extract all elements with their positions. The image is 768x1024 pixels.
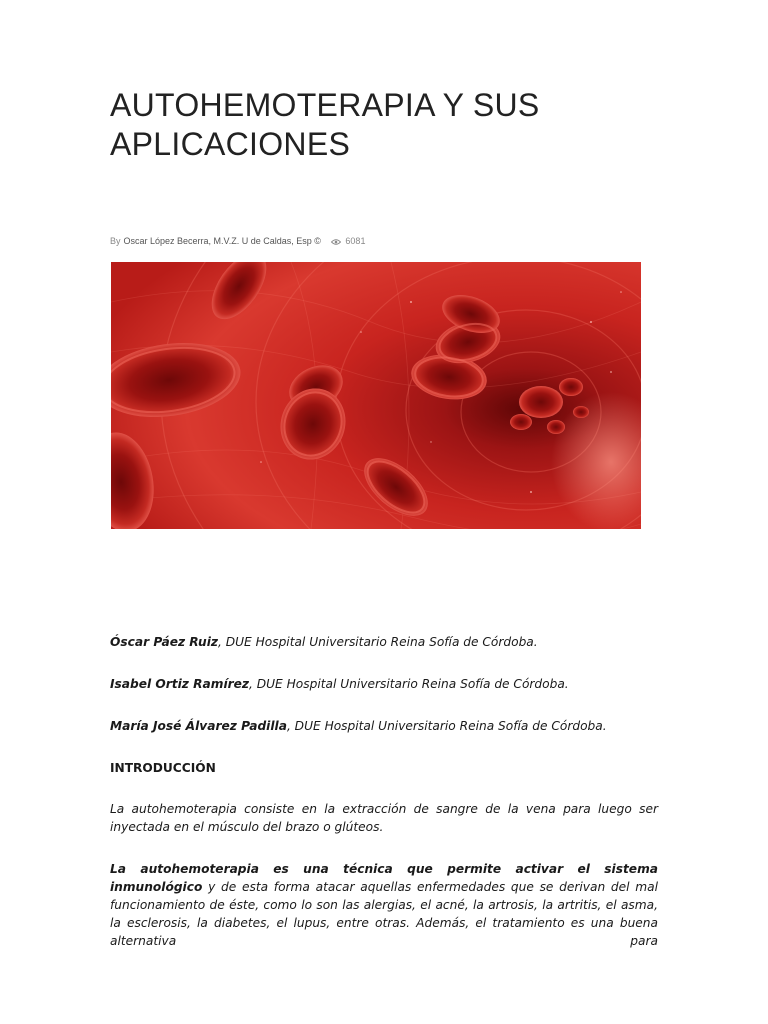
- intro-paragraph-2: [110, 860, 658, 950]
- section-heading-introduccion: INTRODUCCIÓN: [110, 761, 216, 775]
- article-byline: [110, 236, 365, 246]
- author-3: [110, 717, 658, 735]
- view-count: 6081: [345, 236, 366, 246]
- byline-by: By: [110, 236, 121, 246]
- intro-paragraph-2-bold: La autohemoterapia es una técnica que permite activar el sistema inmunológico: [110, 862, 658, 894]
- author-name: Isabel Ortiz Ramírez: [110, 677, 249, 691]
- author-name: Óscar Páez Ruiz: [110, 635, 218, 649]
- author-2: [110, 675, 658, 693]
- eye-icon: [331, 239, 341, 245]
- blood-cells-illustration: [111, 262, 641, 529]
- author-affiliation: , DUE Hospital Universitario Reina Sofía de Córdoba.: [286, 719, 607, 733]
- intro-paragraph-1: La autohemoterapia consiste en la extracción de sangre de la vena para luego ser inyectada en el músculo del brazo o glúteos.: [110, 802, 658, 834]
- author-name: María José Álvarez Padilla: [110, 719, 287, 733]
- article-title: AUTOHEMOTERAPIA Y SUS APLICACIONES: [110, 87, 540, 162]
- intro-paragraph-2-rest: y de esta forma atacar aquellas enfermedades que se derivan del mal funcionamiento de éste, como lo son las alergias, el acné, la artrosis, la artritis, el asma, la esclerosis, la diabetes, el lupus, entre otras. Además, el tratamiento es una buena alternativa para: [110, 880, 658, 948]
- author-affiliation: , DUE Hospital Universitario Reina Sofía de Córdoba.: [249, 677, 569, 691]
- author-affiliation: , DUE Hospital Universitario Reina Sofía de Córdoba.: [217, 635, 538, 649]
- byline-author[interactable]: Oscar López Becerra, M.V.Z. U de Caldas, Esp ©: [123, 236, 321, 246]
- hero-image: [111, 262, 641, 529]
- author-1: [110, 633, 658, 651]
